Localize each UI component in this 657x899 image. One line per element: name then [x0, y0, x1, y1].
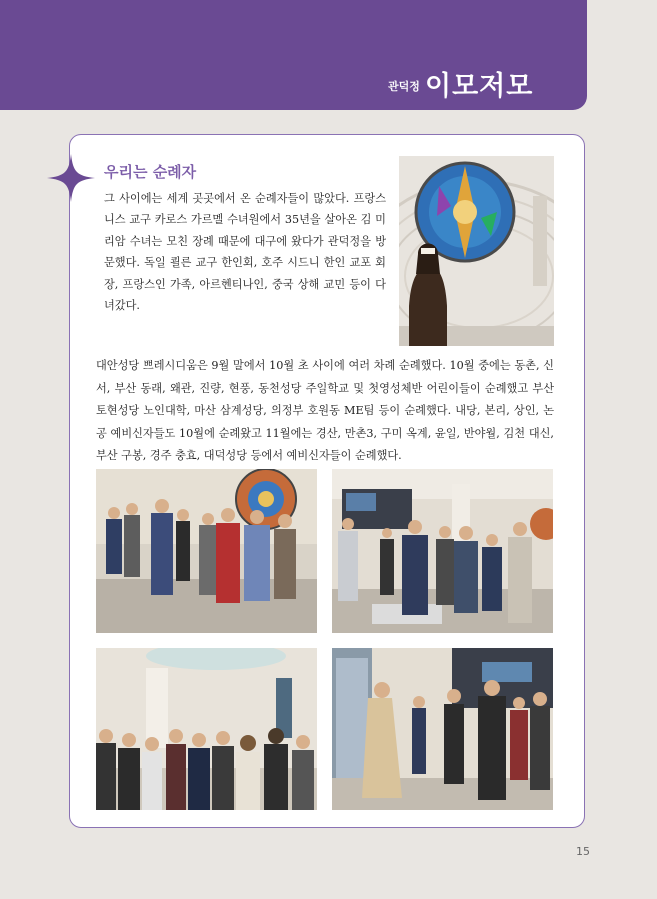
header-subtitle: 관덕정 [388, 80, 420, 93]
group-photo-stained-glass [96, 469, 317, 633]
group-photo-lobby-crowd [96, 648, 317, 810]
header-title: 이모저모 [425, 71, 534, 102]
body-paragraph: 대안성당 쁘레시디움은 9월 말에서 10월 초 사이에 여러 차례 순례했다. 10월 중에는 동촌, 신서, 부산 동래, 왜관, 진량, 현풍, 동천성당 주일학교 및 첫영성체반 어린이들이 순례했고 부산 토현성당 노인대학, 마산 삼계성당, 의정부 호원동 ME팀 등이 순례했다. 내당, 본리, 상인, 논공 예비신자들도 10월에 순례왔고 11월에는 경산, 만촌3, 구미 옥계, 윤일, 반야월, 김천 대신, 부산 구봉, 경주 충효, 대덕성당 등에서 예비신자들이 순례했다. [96, 359, 554, 463]
section-title: 우리는 순례자 [104, 163, 197, 181]
nun-stained-glass-photo [399, 156, 554, 346]
group-photo-entrance [332, 648, 553, 810]
intro-paragraph: 그 사이에는 세계 곳곳에서 온 순례자들이 많았다. 프랑스 니스 교구 카로스 가르멜 수녀원에서 35년을 살아온 김 미리암 수녀는 모친 장례 때문에 대구에 왔다가 관덕정을 방문했다. 독일 쾰른 교구 한인회, 호주 시드니 한인 교포 회장, 프랑스인 가족, 아르헨티나인, 중국 상해 교민 등이 다녀갔다. [104, 192, 386, 313]
sparkle-icon [45, 152, 97, 204]
group-photo-exhibition-hall [332, 469, 553, 633]
page-number: 15 [576, 845, 590, 858]
